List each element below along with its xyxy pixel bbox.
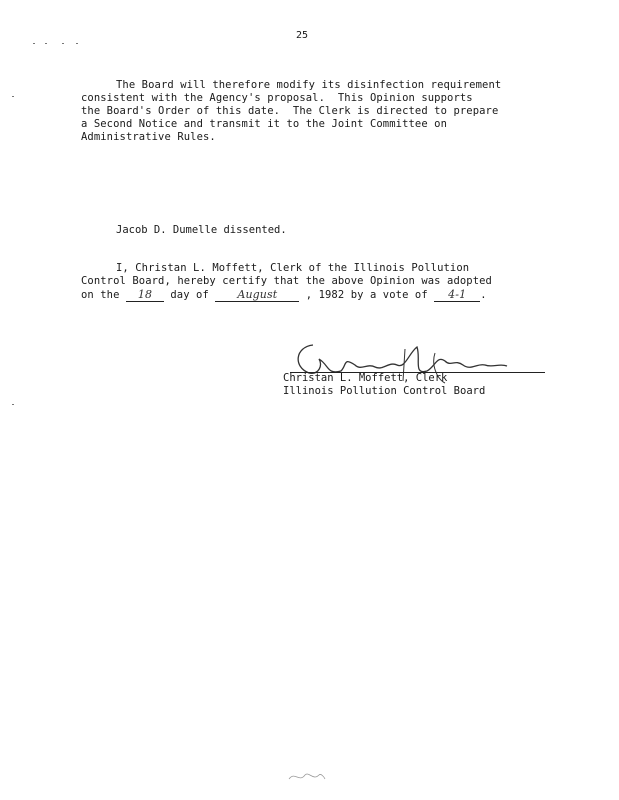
signatory-name: Christan L. Moffett, Clerk bbox=[283, 372, 448, 384]
scan-speck bbox=[45, 43, 47, 44]
page-number: 25 bbox=[296, 30, 309, 41]
year-vote-text: , 1982 by a vote of bbox=[305, 289, 428, 301]
certification-line: Control Board, hereby certify that the above Opinion was adopted bbox=[81, 275, 492, 287]
period-text: . bbox=[480, 289, 487, 301]
paragraph-line: a Second Notice and transmit it to the Joint Committee on bbox=[81, 118, 448, 130]
scan-speck bbox=[62, 43, 64, 44]
day-of-text: day of bbox=[170, 289, 209, 301]
day-field: 18 bbox=[126, 288, 164, 302]
paragraph-line: The Board will therefore modify its disinfection requirement bbox=[116, 79, 502, 91]
scan-speck bbox=[12, 96, 14, 97]
scan-speck bbox=[76, 43, 78, 44]
scan-speck bbox=[12, 404, 14, 405]
paragraph-line: the Board's Order of this date. The Clerk is directed to prepare bbox=[81, 105, 499, 117]
bottom-stamp-scribble bbox=[287, 767, 327, 785]
signatory-organization: Illinois Pollution Control Board bbox=[283, 385, 486, 397]
vote-field: 4-1 bbox=[434, 288, 480, 302]
paragraph-line: Administrative Rules. bbox=[81, 131, 216, 143]
month-field: August bbox=[215, 288, 299, 302]
certification-date-line bbox=[81, 288, 487, 302]
dissent-statement: Jacob D. Dumelle dissented. bbox=[116, 224, 287, 236]
scan-speck bbox=[33, 43, 35, 44]
certification-line: I, Christan L. Moffett, Clerk of the Illinois Pollution bbox=[116, 262, 470, 274]
on-the-text: on the bbox=[81, 289, 120, 301]
paragraph-line: consistent with the Agency's proposal. This Opinion supports bbox=[81, 92, 473, 104]
